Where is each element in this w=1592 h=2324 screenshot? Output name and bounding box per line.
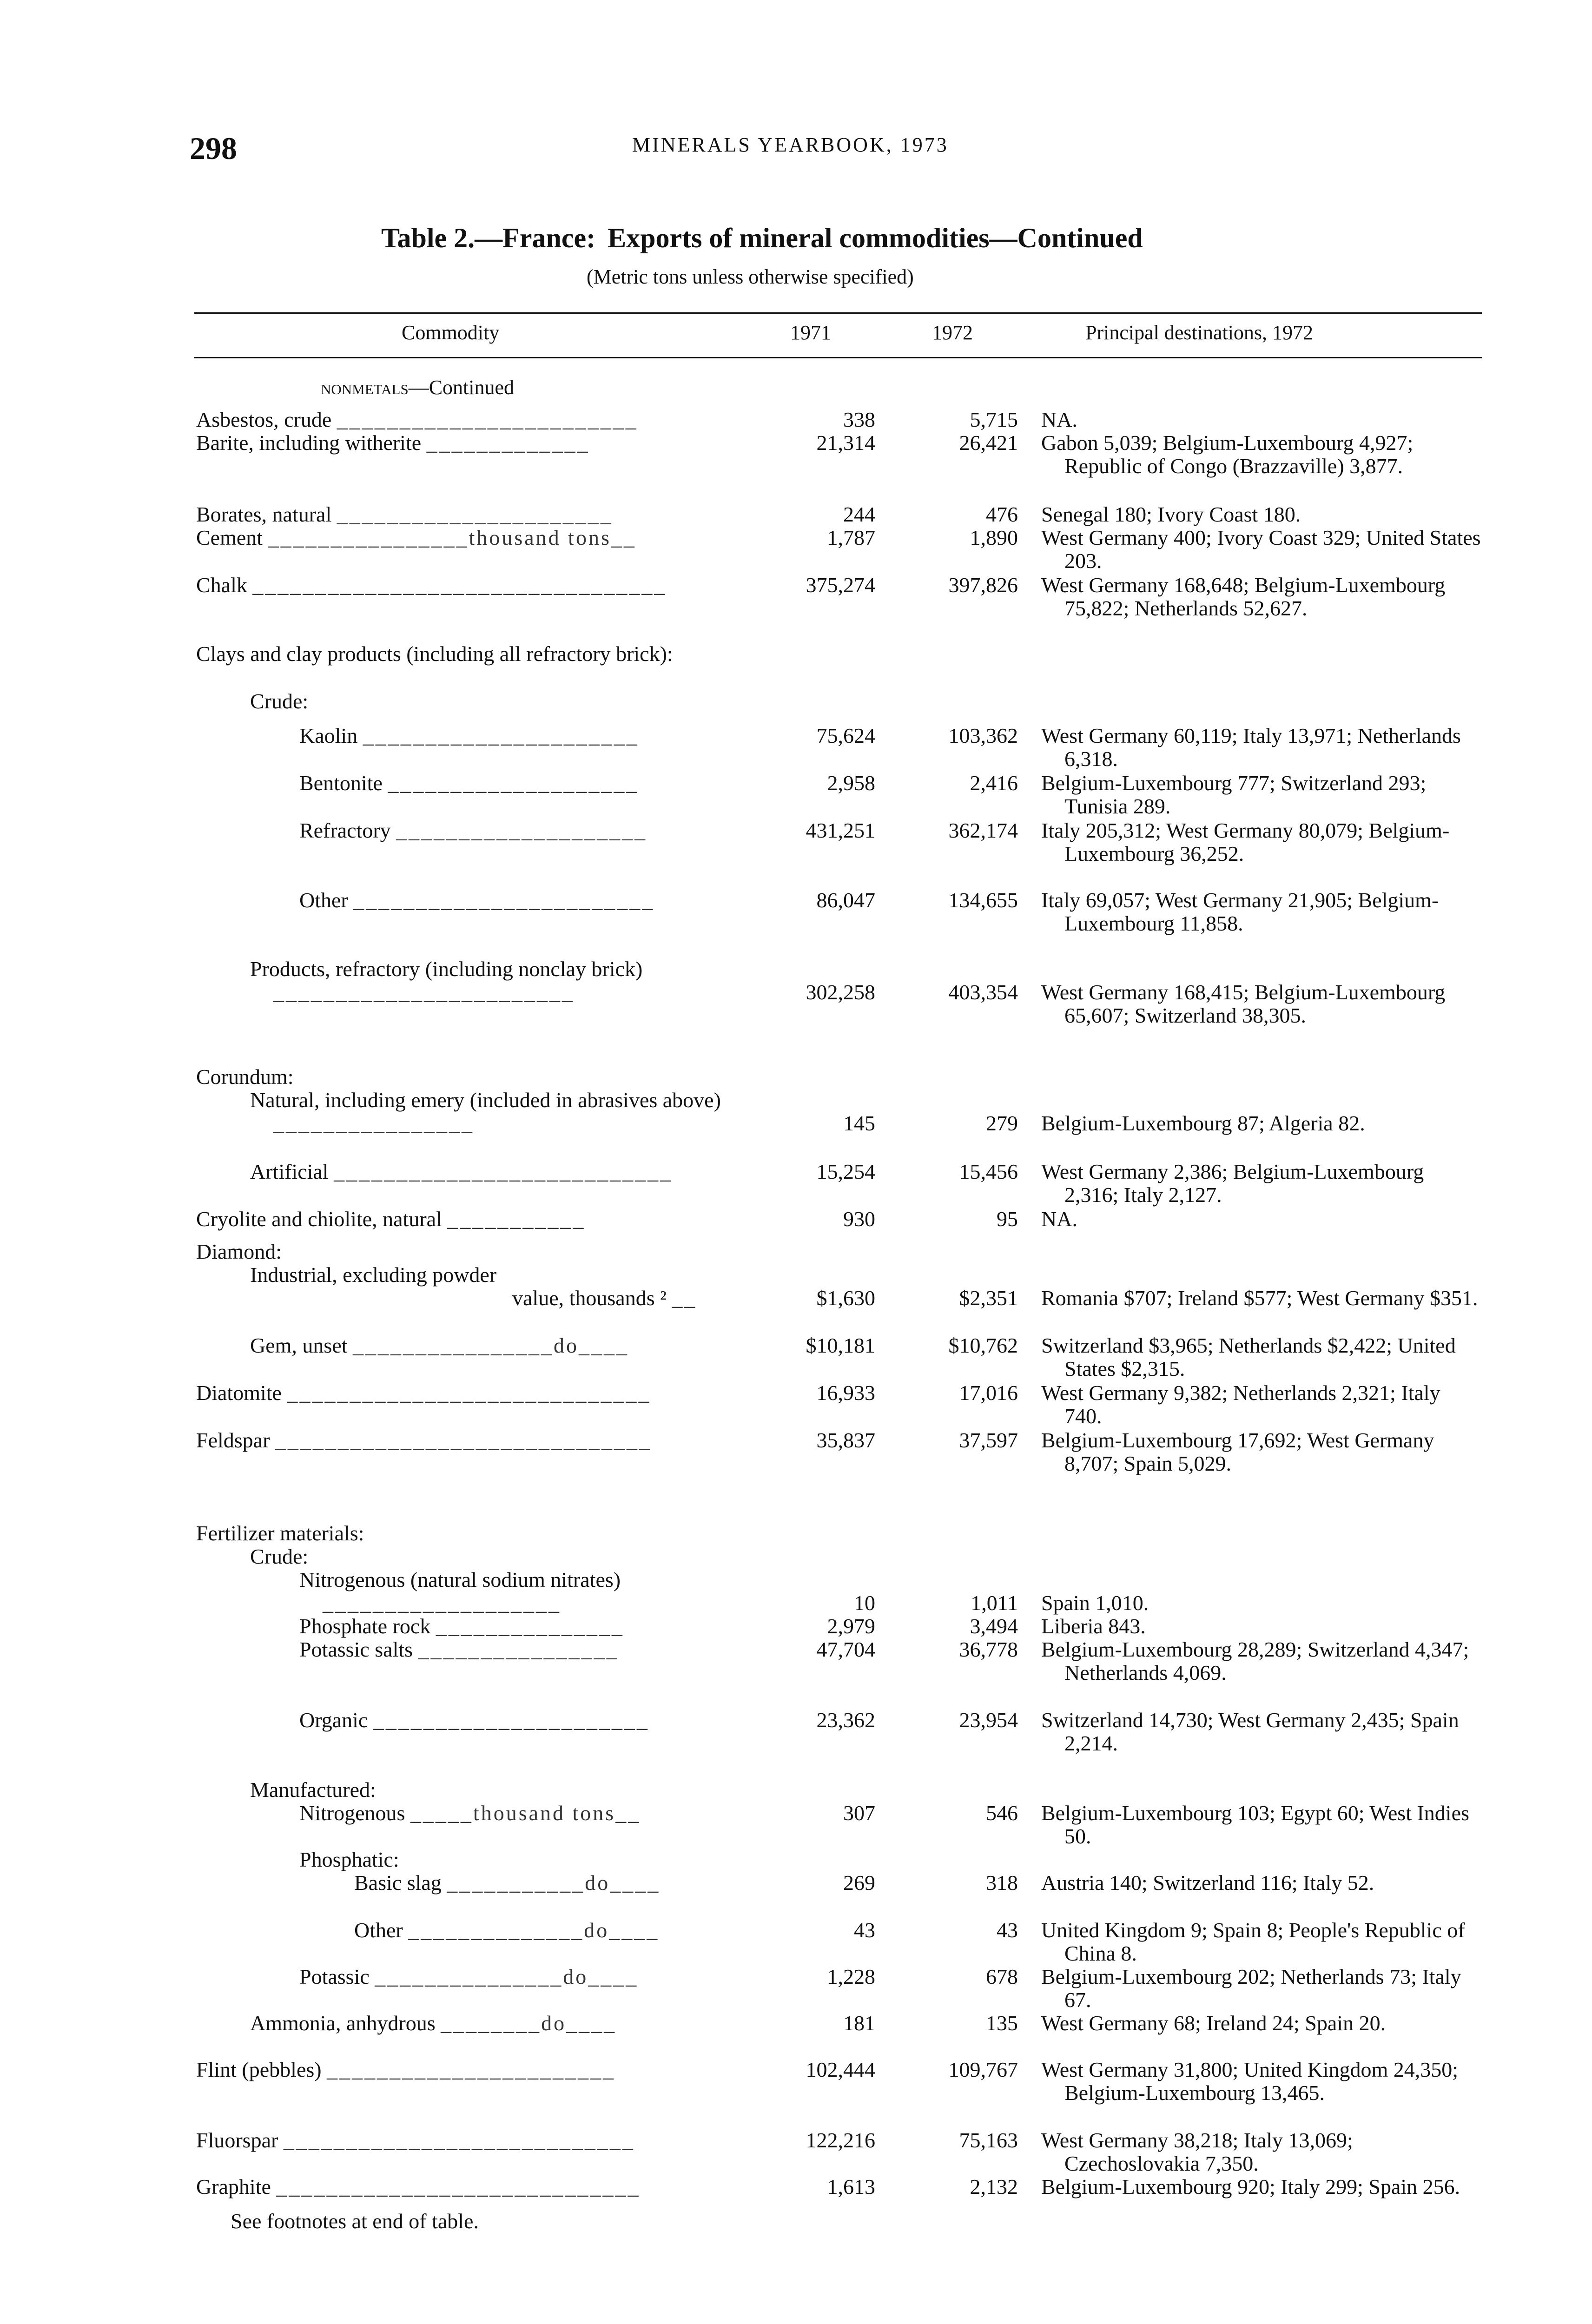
destinations-text: West Germany 31,800; United Kingdom 24,350; Belgium-Luxembourg 13,465. [1041,2058,1459,2105]
table-header [0,321,1592,349]
destinations-text: Gabon 5,039; Belgium-Luxembourg 4,927; Republic of Congo (Brazzaville) 3,877. [1041,431,1414,478]
destinations-text: Belgium-Luxembourg 28,289; Switzerland 4,347; Netherlands 4,069. [1041,1637,1469,1684]
commodity-label [196,1208,735,1231]
value-1971: 145 [843,1111,875,1135]
principal-destinations [1041,1381,1483,1428]
commodity-label-text-wrap [250,1545,308,1568]
destinations-text: West Germany 400; Ivory Coast 329; United States 203. [1041,526,1481,573]
commodity-label [196,1965,839,1988]
value-1971: 1,228 [827,1965,875,1988]
destinations-text: West Germany 60,119; Italy 13,971; Netherlands 6,318. [1041,724,1461,771]
commodity-name: Industrial, excluding powder [250,1263,497,1287]
principal-destinations [1041,1871,1483,1895]
value-1971: 2,979 [827,1614,875,1638]
value-1971: 338 [843,408,875,431]
commodity-name: Borates, natural [196,502,332,526]
value-1971: 431,251 [806,819,875,842]
dot-leaders: _____________________________ [287,1381,651,1405]
dot-leaders: _____________________________ [276,2175,641,2199]
running-head: MINERALS YEARBOOK, 1973 [632,133,949,156]
principal-destinations [1041,724,1483,771]
commodity-name: Other [354,1918,403,1942]
principal-destinations [1041,1638,1483,1684]
dot-leaders: __ [672,1286,697,1310]
commodity-name: Crude: [250,689,309,713]
value-1971: 269 [843,1871,875,1895]
commodity-name: Feldspar [196,1428,270,1452]
dot-leaders: ______________________________ [275,1428,652,1452]
commodity-name: Artificial [250,1160,329,1183]
commodity-name: Crude: [250,1545,309,1568]
commodity-label-text-wrap [196,2058,615,2081]
section-heading [321,376,514,399]
destinations-text: NA. [1041,1207,1077,1231]
commodity-label [196,2058,735,2081]
header-1972: 1972 [932,321,973,344]
dot-leaders: _______________do____ [375,1965,639,1988]
destinations-text: West Germany 168,415; Belgium-Luxembourg 65,607; Switzerland 38,305. [1041,980,1446,1027]
commodity-label [196,819,839,842]
principal-destinations [1041,1334,1483,1380]
dot-leaders: ________________ [418,1637,619,1661]
commodity-label [196,2012,789,2035]
commodity-name: Organic [299,1708,368,1732]
commodity-label-text-wrap [196,573,667,597]
principal-destinations [1041,1208,1483,1231]
commodity-label [196,1522,735,1545]
commodity-name: Barite, including witherite [196,431,422,455]
principal-destinations [1041,2129,1483,2175]
dot-leaders: _______________________ [327,2058,616,2081]
commodity-name: Natural, including emery (included in abrasives above) [250,1088,721,1112]
destinations-text: Liberia 843. [1041,1614,1146,1638]
value-1972: 678 [986,1965,1018,1988]
destinations-text: Italy 205,312; West Germany 80,079; Belgium-Luxembourg 36,252. [1041,819,1450,865]
value-1971: 21,314 [816,431,875,455]
commodity-label-text-wrap [299,1708,649,1732]
dot-leaders: ________________________ [337,408,638,431]
header-commodity: Commodity [402,321,500,344]
destinations-text: Belgium-Luxembourg 87; Algeria 82. [1041,1111,1365,1135]
commodity-label-text-wrap [299,1637,619,1661]
commodity-label-text-wrap [196,2175,640,2199]
commodity-name: Other [299,888,348,912]
commodity-label [196,1802,839,1825]
commodity-label [196,690,789,713]
value-1971: 302,258 [806,980,875,1004]
value-1971: 307 [843,1801,875,1825]
principal-destinations [1041,1709,1483,1755]
header-destinations: Principal destinations, 1972 [1085,321,1314,344]
value-1972: 134,655 [948,888,1018,912]
commodity-label-text-wrap [512,1286,697,1310]
commodity-label-text-wrap [196,526,636,549]
dot-leaders: ______________________ [373,1708,649,1732]
principal-destinations [1041,981,1483,1027]
value-1971: 47,704 [816,1637,875,1661]
commodity-name: Diatomite [196,1381,282,1405]
value-1971: 23,362 [816,1708,875,1732]
value-1972: 2,416 [970,771,1018,795]
value-1971: 375,274 [806,573,875,597]
value-1972: 1,890 [970,526,1018,549]
value-1972: $10,762 [948,1334,1018,1357]
value-1972: 75,163 [959,2128,1018,2152]
commodity-label-text-wrap [299,888,654,912]
value-1971: $10,181 [806,1334,875,1357]
commodity-name: Gem, unset [250,1334,348,1357]
commodity-label [196,1240,735,1263]
principal-destinations [1041,2058,1483,2105]
commodity-label-text-wrap [299,1965,638,1988]
value-1972: 26,421 [959,431,1018,455]
commodity-label-text-wrap [299,1614,624,1638]
commodity-label-text-wrap [196,408,638,431]
destinations-text: West Germany 168,648; Belgium-Luxembourg 75,822; Netherlands 52,627. [1041,573,1446,620]
destinations-text: Belgium-Luxembourg 17,692; West Germany 8,707; Spain 5,029. [1041,1428,1434,1475]
principal-destinations [1041,1919,1483,1965]
destinations-text: Belgium-Luxembourg 202; Netherlands 73; Italy 67. [1041,1965,1461,2012]
commodity-name: Diamond: [196,1240,282,1263]
commodity-label [196,642,735,666]
dot-leaders: _____________ [426,431,590,455]
commodity-label-text-wrap [250,1334,629,1357]
commodity-label [196,1615,839,1638]
dot-leaders: ________________do____ [353,1334,629,1357]
value-1972: 362,174 [948,819,1018,842]
principal-destinations [1041,408,1483,431]
value-1971: 16,933 [816,1381,875,1405]
commodity-label [196,503,735,526]
commodity-label [196,1709,839,1732]
table-subtitle: (Metric tons unless otherwise specified) [587,265,914,288]
value-1971: 15,254 [816,1160,875,1183]
commodity-label [196,1568,839,1615]
table-title [381,222,1143,254]
commodity-label [196,1545,789,1568]
commodity-label [196,1065,735,1089]
commodity-name: Potassic salts [299,1637,413,1661]
principal-destinations [1041,574,1483,620]
value-1972: 546 [986,1801,1018,1825]
commodity-name: Potassic [299,1965,370,1988]
dot-leaders: ____________________ [388,771,639,795]
commodity-label [196,1381,735,1405]
value-1972: 23,954 [959,1708,1018,1732]
section-heading-caps: nonmetals [321,376,409,399]
value-1972: 1,011 [971,1591,1018,1615]
destinations-text: Spain 1,010. [1041,1591,1149,1615]
dot-leaders: _______________ [436,1614,624,1638]
principal-destinations [1041,1112,1483,1135]
dot-leaders: ______________________ [337,502,613,526]
commodity-name: Cement [196,526,263,549]
table-title-rest: Exports of mineral commodities—Continued [608,223,1143,253]
commodity-name: Refractory [299,819,391,842]
commodity-label [196,431,735,455]
commodity-name: Basic slag [354,1871,442,1895]
dot-leaders: ________________________ [273,980,575,1004]
principal-destinations [1041,1287,1483,1310]
principal-destinations [1041,526,1483,573]
principal-destinations [1041,1160,1483,1207]
commodity-name: Products, refractory (including nonclay brick) [250,957,643,981]
commodity-label-text-wrap [250,957,789,1004]
value-1971: 102,444 [806,2058,875,2081]
value-1972: 5,715 [970,408,1018,431]
commodity-label-text-wrap [196,1207,585,1231]
commodity-name: Clays and clay products (including all refractory brick): [196,642,673,666]
value-1972: 37,597 [959,1428,1018,1452]
commodity-label [196,1287,1051,1310]
commodity-name: Fertilizer materials: [196,1521,364,1545]
destinations-text: Romania $707; Ireland $577; West Germany $351. [1041,1286,1478,1310]
commodity-label-text-wrap [250,689,308,713]
table-title-lead: Table 2.—France: [381,223,596,253]
commodity-label-text-wrap [196,1521,364,1545]
commodity-label-text-wrap [196,431,590,455]
commodity-name: Graphite [196,2175,271,2199]
commodity-label [196,1160,789,1183]
dot-leaders: ___________________ [323,1591,561,1615]
destinations-text: Belgium-Luxembourg 103; Egypt 60; West Indies 50. [1041,1801,1469,1848]
dot-leaders: ___________________________ [334,1160,673,1183]
commodity-label-text-wrap [196,1381,651,1405]
value-1972: 476 [986,502,1018,526]
dot-leaders: ________do____ [441,2011,617,2035]
dot-leaders: ___________ [447,1207,586,1231]
commodity-name: Phosphatic: [299,1848,399,1871]
commodity-label-text-wrap [196,502,613,526]
dot-leaders: ______________do____ [408,1918,660,1942]
page-number: 298 [190,131,237,166]
commodity-label [196,1919,893,1942]
value-1971: 244 [843,502,875,526]
value-1972: 279 [986,1111,1018,1135]
principal-destinations [1041,2012,1483,2035]
commodity-label [196,408,735,431]
dot-leaders: ___________do____ [447,1871,661,1895]
principal-destinations [1041,1802,1483,1848]
commodity-name: Ammonia, anhydrous [250,2011,436,2035]
principal-destinations [1041,2175,1483,2199]
principal-destinations [1041,889,1483,935]
value-1972: 15,456 [959,1160,1018,1183]
principal-destinations [1041,1591,1483,1615]
principal-destinations [1041,1429,1483,1475]
commodity-label [196,1334,789,1357]
commodity-label [196,1848,839,1871]
value-1971: 1,787 [827,526,875,549]
value-1972: 17,016 [959,1381,1018,1405]
commodity-label-text-wrap [196,1428,652,1452]
value-1971: 10 [854,1591,875,1615]
destinations-text: NA. [1041,408,1077,431]
destinations-text: Switzerland 14,730; West Germany 2,435; Spain 2,214. [1041,1708,1459,1755]
commodity-label-text-wrap [196,1240,282,1263]
commodity-label-text-wrap [299,819,647,842]
commodity-label-text-wrap [354,1918,659,1942]
value-1972: 36,778 [959,1637,1018,1661]
commodity-label-text-wrap [299,771,639,795]
dot-leaders: ______________________ [363,724,639,747]
commodity-label [196,2129,735,2152]
commodity-name: Manufactured: [250,1778,376,1802]
commodity-name: Phosphate rock [299,1614,431,1638]
destinations-text: Italy 69,057; West Germany 21,905; Belgium-Luxembourg 11,858. [1041,888,1439,935]
value-1971: 43 [854,1918,875,1942]
commodity-label [196,2175,735,2199]
commodity-name: Fluorspar [196,2128,278,2152]
value-1972: 43 [997,1918,1018,1942]
commodity-label-text-wrap [250,2011,616,2035]
value-1972: 2,132 [970,2175,1018,2199]
dot-leaders: ________________________ [353,888,655,912]
commodity-name: Kaolin [299,724,358,747]
commodity-label [196,1778,789,1802]
commodity-name: Nitrogenous (natural sodium nitrates) [299,1568,621,1591]
commodity-label [196,1263,789,1287]
commodity-label [196,724,839,747]
commodity-label [196,772,839,795]
commodity-label-text-wrap [196,1065,294,1089]
value-1971: 930 [843,1207,875,1231]
commodity-name: Nitrogenous [299,1801,405,1825]
dot-leaders: _________________________________ [252,573,667,597]
header-top-rule [194,312,1482,314]
commodity-label [196,526,735,549]
section-heading-rest: —Continued [408,376,515,399]
commodity-label [196,957,789,1004]
value-1971: 86,047 [816,888,875,912]
commodity-name: Flint (pebbles) [196,2058,322,2081]
value-1972: 109,767 [948,2058,1018,2081]
value-1972: 403,354 [948,980,1018,1004]
dot-leaders: _____thousand tons__ [410,1801,641,1825]
commodity-name: Chalk [196,573,247,597]
destinations-text: West Germany 2,386; Belgium-Luxembourg 2,316; Italy 2,127. [1041,1160,1424,1207]
dot-leaders: ____________________________ [283,2128,635,2152]
value-1972: 95 [997,1207,1018,1231]
value-1972: 397,826 [948,573,1018,597]
destinations-text: West Germany 38,218; Italy 13,069; Czechoslovakia 7,350. [1041,2128,1353,2175]
commodity-label-text-wrap [250,1089,789,1135]
commodity-label-text-wrap [299,1568,839,1615]
destinations-text: West Germany 9,382; Netherlands 2,321; Italy 740. [1041,1381,1440,1428]
value-1971: 1,613 [827,2175,875,2199]
principal-destinations [1041,1615,1483,1638]
principal-destinations [1041,819,1483,865]
commodity-label [196,1429,735,1452]
destinations-text: Switzerland $3,965; Netherlands $2,422; United States $2,315. [1041,1334,1456,1380]
commodity-name: Corundum: [196,1065,294,1089]
commodity-label [196,574,735,597]
commodity-label-text-wrap [354,1871,660,1895]
value-1972: 135 [986,2011,1018,2035]
commodity-label [196,889,839,912]
value-1971: 122,216 [806,2128,875,2152]
destinations-text: Belgium-Luxembourg 777; Switzerland 293; Tunisia 289. [1041,771,1427,818]
commodity-label-text-wrap [299,1801,641,1825]
commodity-label-text-wrap [250,1263,496,1287]
destinations-text: West Germany 68; Ireland 24; Spain 20. [1041,2011,1386,2035]
principal-destinations [1041,1965,1483,2012]
commodity-name: Asbestos, crude [196,408,332,431]
commodity-label [196,1871,893,1895]
commodity-label [196,1089,789,1135]
dot-leaders: ________________thousand tons__ [268,526,636,549]
principal-destinations [1041,431,1483,478]
commodity-label-text-wrap [250,1778,376,1802]
commodity-name: value, thousands ² [512,1286,667,1310]
commodity-label-text-wrap [196,2128,635,2152]
commodity-label-text-wrap [250,1160,673,1183]
dot-leaders: ____________________ [396,819,647,842]
value-1971: $1,630 [816,1286,875,1310]
header-bottom-rule [194,357,1482,358]
commodity-label-text-wrap [299,724,639,747]
principal-destinations [1041,772,1483,818]
commodity-name: Bentonite [299,771,383,795]
commodity-label-text-wrap [196,642,673,666]
commodity-name: Cryolite and chiolite, natural [196,1207,442,1231]
value-1971: 2,958 [827,771,875,795]
destinations-text: Belgium-Luxembourg 920; Italy 299; Spain 256. [1041,2175,1460,2199]
value-1971: 35,837 [816,1428,875,1452]
footnote: See footnotes at end of table. [231,2209,479,2233]
header-1971: 1971 [790,321,831,344]
commodity-label [196,1638,839,1661]
dot-leaders: ________________ [273,1111,474,1135]
value-1972: 103,362 [948,724,1018,747]
commodity-label-text-wrap [299,1848,399,1871]
value-1972: 3,494 [970,1614,1018,1638]
destinations-text: United Kingdom 9; Spain 8; People's Republic of China 8. [1041,1918,1465,1965]
principal-destinations [1041,503,1483,526]
value-1971: 75,624 [816,724,875,747]
value-1971: 181 [843,2011,875,2035]
destinations-text: Senegal 180; Ivory Coast 180. [1041,502,1301,526]
value-1972: 318 [986,1871,1018,1895]
destinations-text: Austria 140; Switzerland 116; Italy 52. [1041,1871,1374,1895]
value-1972: $2,351 [959,1286,1018,1310]
